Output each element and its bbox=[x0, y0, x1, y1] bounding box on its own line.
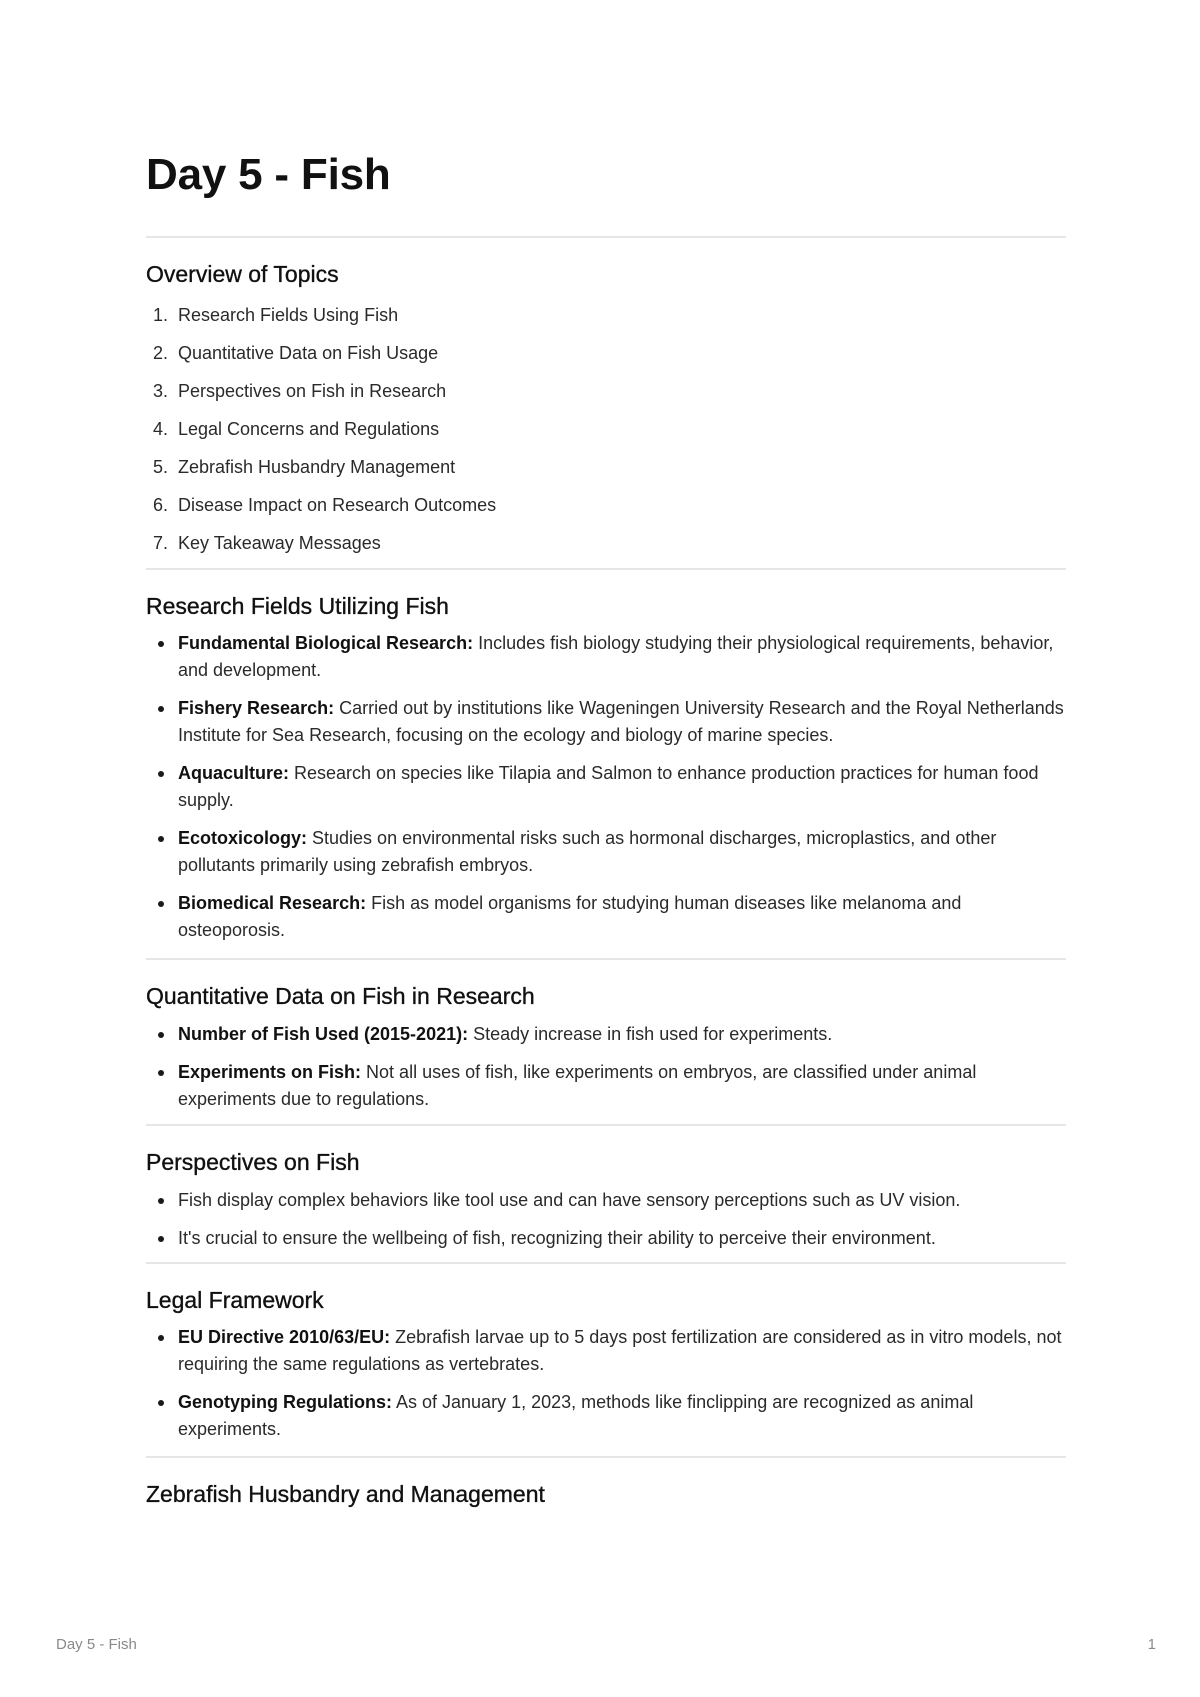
research-fields-list bbox=[146, 630, 1066, 955]
list-item: Ecotoxicology: Studies on environmental risks such as hormonal discharges, microplastics, and other pollutants primarily using zebrafish embryos. bbox=[146, 825, 1066, 879]
perspectives-list bbox=[146, 1187, 1066, 1263]
bullet-icon bbox=[158, 1400, 164, 1406]
bullet-icon bbox=[158, 771, 164, 777]
list-item: 3. Perspectives on Fish in Research bbox=[153, 381, 447, 401]
divider bbox=[146, 1124, 1066, 1126]
divider bbox=[146, 236, 1066, 238]
bullet-icon bbox=[158, 641, 164, 647]
list-item: 7. Key Takeaway Messages bbox=[153, 533, 381, 553]
page-title: Day 5 - Fish bbox=[146, 150, 391, 199]
list-item: Fish display complex behaviors like tool use and can have sensory perceptions such as UV vision. bbox=[146, 1187, 1066, 1214]
bullet-icon bbox=[158, 836, 164, 842]
section-heading-quantitative: Quantitative Data on Fish in Research bbox=[146, 983, 535, 1009]
list-item: 5. Zebrafish Husbandry Management bbox=[153, 457, 456, 477]
divider bbox=[146, 1456, 1066, 1458]
list-item: 4. Legal Concerns and Regulations bbox=[153, 419, 440, 439]
list-item: Fundamental Biological Research: Includes fish biology studying their physiological requirements, behavior, and development. bbox=[146, 630, 1066, 684]
divider bbox=[146, 1262, 1066, 1264]
bullet-icon bbox=[158, 1335, 164, 1341]
list-item: Genotyping Regulations: As of January 1, 2023, methods like finclipping are recognized as animal experiments. bbox=[146, 1389, 1066, 1443]
section-heading-perspectives: Perspectives on Fish bbox=[146, 1149, 360, 1175]
list-item: Fishery Research: Carried out by institutions like Wageningen University Research and the Royal Netherlands Institute for Sea Research, focusing on the ecology and biology of marine species. bbox=[146, 695, 1066, 749]
footer-page-number: 1 bbox=[1147, 1636, 1156, 1653]
bullet-icon bbox=[158, 1032, 164, 1038]
bullet-icon bbox=[158, 901, 164, 907]
section-heading-husbandry: Zebrafish Husbandry and Management bbox=[146, 1481, 545, 1507]
bullet-icon bbox=[158, 706, 164, 712]
quantitative-list bbox=[146, 1021, 1066, 1124]
section-heading-legal: Legal Framework bbox=[146, 1287, 324, 1313]
legal-list bbox=[146, 1324, 1066, 1454]
list-item: 6. Disease Impact on Research Outcomes bbox=[153, 495, 497, 515]
bullet-icon bbox=[158, 1236, 164, 1242]
list-item: 2. Quantitative Data on Fish Usage bbox=[153, 343, 439, 363]
list-item: Number of Fish Used (2015-2021): Steady increase in fish used for experiments. bbox=[146, 1021, 1066, 1048]
footer-doc-title: Day 5 - Fish bbox=[56, 1636, 137, 1653]
divider bbox=[146, 958, 1066, 960]
bullet-icon bbox=[158, 1070, 164, 1076]
list-item: Aquaculture: Research on species like Tilapia and Salmon to enhance production practices for human food supply. bbox=[146, 760, 1066, 814]
list-item: Experiments on Fish: Not all uses of fish, like experiments on embryos, are classified under animal experiments due to regulations. bbox=[146, 1059, 1066, 1113]
section-heading-overview: Overview of Topics bbox=[146, 261, 339, 287]
list-item: It's crucial to ensure the wellbeing of fish, recognizing their ability to perceive their environment. bbox=[146, 1225, 1066, 1252]
overview-list bbox=[146, 301, 1066, 567]
bullet-icon bbox=[158, 1198, 164, 1204]
list-item: Biomedical Research: Fish as model organisms for studying human diseases like melanoma and osteoporosis. bbox=[146, 890, 1066, 944]
divider bbox=[146, 568, 1066, 570]
section-heading-research-fields: Research Fields Utilizing Fish bbox=[146, 593, 449, 619]
list-item: EU Directive 2010/63/EU: Zebrafish larvae up to 5 days post fertilization are considered as in vitro models, not requiring the same regulations as vertebrates. bbox=[146, 1324, 1066, 1378]
list-item: 1. Research Fields Using Fish bbox=[153, 305, 399, 325]
